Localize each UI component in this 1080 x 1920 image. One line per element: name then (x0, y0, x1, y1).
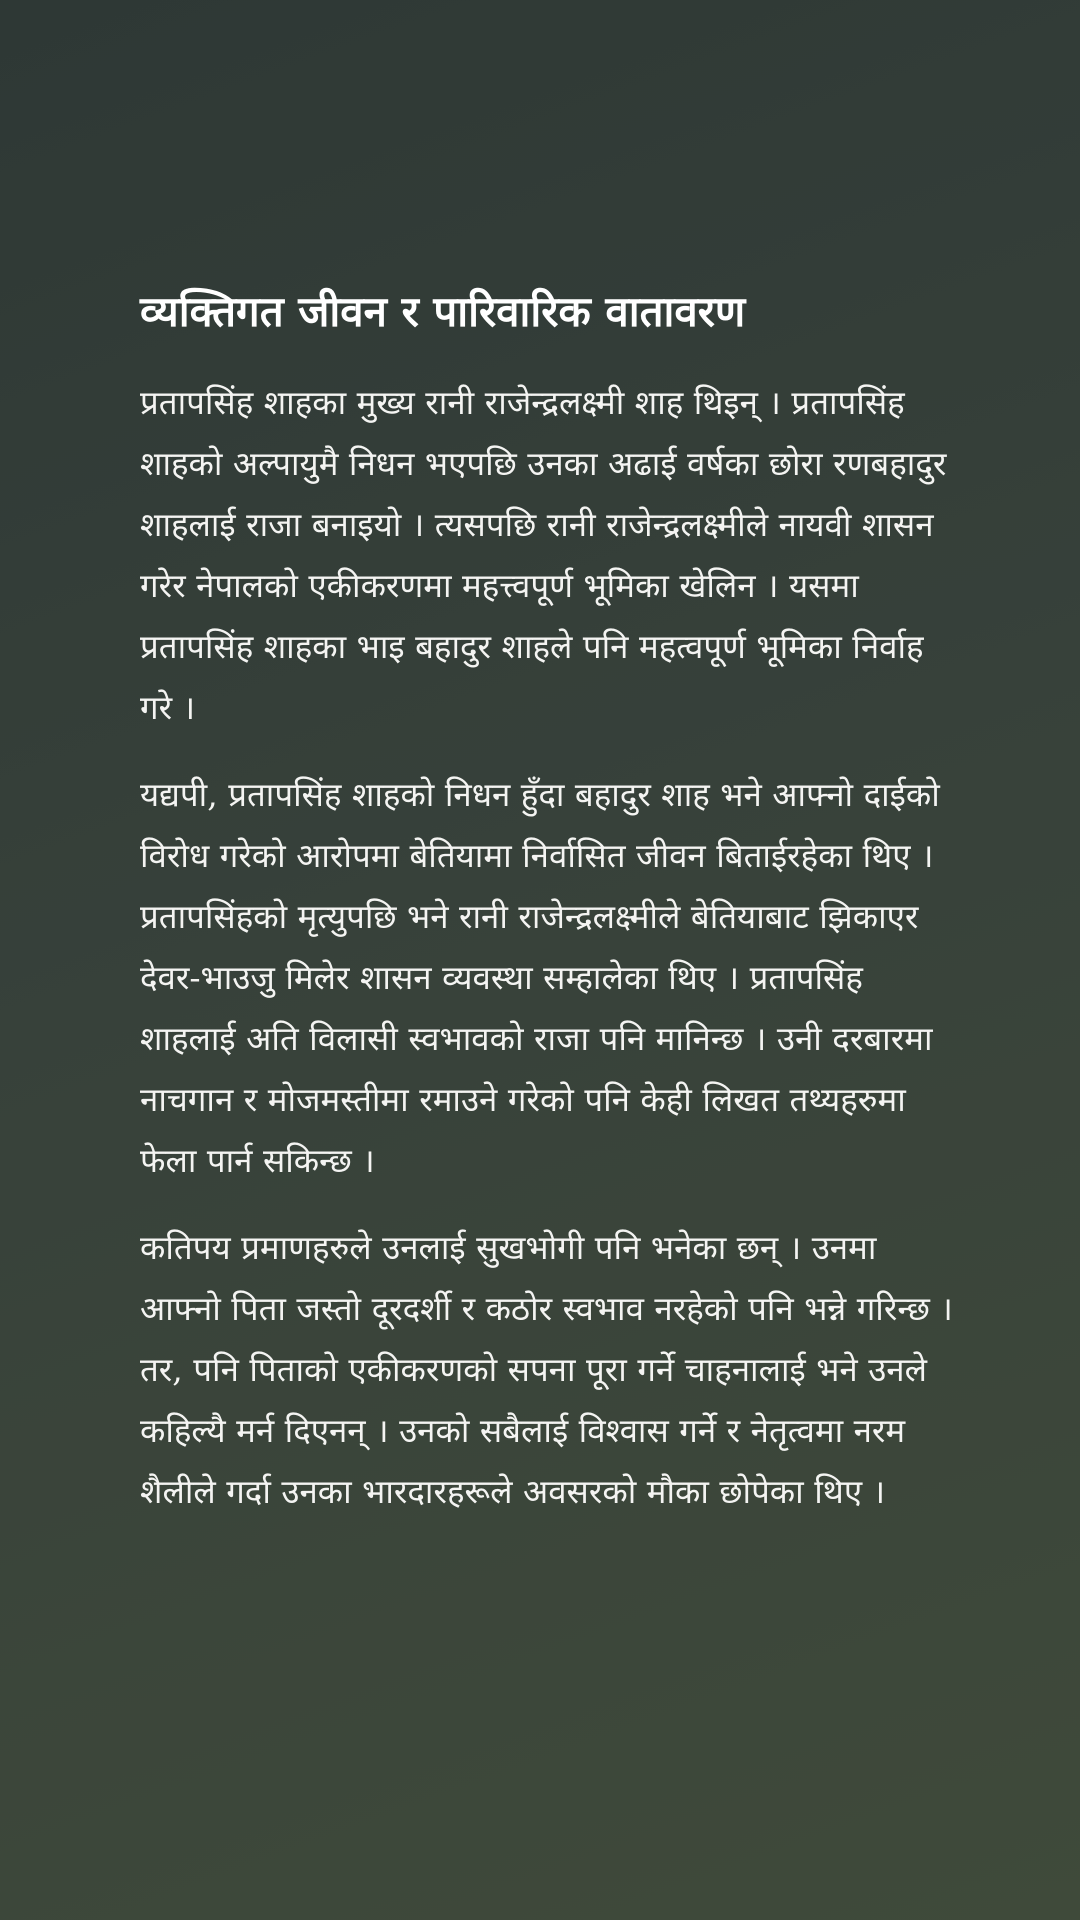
article-paragraph-2: यद्यपी, प्रतापसिंह शाहको निधन हुँदा बहादुर शाह भने आफ्नो दाईको विरोध गरेको आरोपमा बेतियामा निर्वासित जीवन बिताईरहेका थिए । प्रतापसिंहको मृत्युपछि भने रानी राजेन्द्रलक्ष्मीले बेतियाबाट झिकाएर देवर-भाउजु मिलेर शासन व्यवस्था सम्हालेका थिए । प्रतापसिंह शाहलाई अति विलासी स्वभावको राजा पनि मानिन्छ । उनी दरबारमा नाचगान र मोजमस्तीमा रमाउने गरेको पनि केही लिखत तथ्यहरुमा फेला पार्न सकिन्छ । (140, 775, 940, 1180)
article-title: व्यक्तिगत जीवन र पारिवारिक वातावरण (140, 287, 746, 336)
article-paragraph-3: कतिपय प्रमाणहरुले उनलाई सुखभोगी पनि भनेका छन् । उनमा आफ्नो पिता जस्तो दूरदर्शी र कठोर स्वभाव नरहेको पनि भन्ने गरिन्छ । तर, पनि पिताको एकीकरणको सपना पूरा गर्ने चाहनालाई भने उनले कहिल्यै मर्न दिएनन् । उनको सबैलाई विश्वास गर्ने र नेतृत्वमा नरम शैलीले गर्दा उनका भारदारहरूले अवसरको मौका छोपेका थिए । (140, 1228, 953, 1511)
article (140, 280, 960, 1548)
article-paragraph-1: प्रतापसिंह शाहका मुख्य रानी राजेन्द्रलक्ष्मी शाह थिइन् । प्रतापसिंह शाहको अल्पायुमै निधन भएपछि उनका अढाई वर्षका छोरा रणबहादुर शाहलाई राजा बनाइयो । त्यसपछि रानी राजेन्द्रलक्ष्मीले नायवी शासन गरेर नेपालको एकीकरणमा महत्त्वपूर्ण भूमिका खेलिन । यसमा प्रतापसिंह शाहका भाइ बहादुर शाहले पनि महत्वपूर्ण भूमिका निर्वाह गरे । (140, 383, 947, 727)
